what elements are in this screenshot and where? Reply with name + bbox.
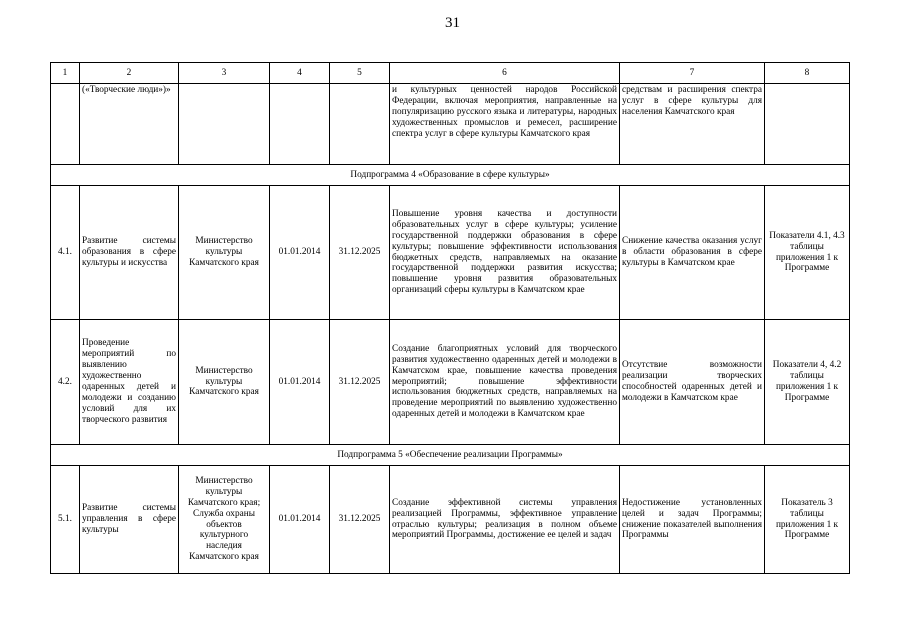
cell-num: 5.1. <box>51 466 80 574</box>
cell-num: 4.1. <box>51 186 80 320</box>
page-number: 31 <box>445 15 460 31</box>
cell-executor <box>179 84 270 165</box>
cell-num: 4.2. <box>51 320 80 445</box>
cell-start <box>270 84 330 165</box>
cell-start: 01.01.2014 <box>270 466 330 574</box>
cell-consequence: Недостижение установленных целей и задач Программы; снижение показателей выполнения Программы <box>620 466 765 574</box>
cell-num <box>51 84 80 165</box>
cell-end: 31.12.2025 <box>330 186 390 320</box>
program-activities-table <box>50 62 850 574</box>
subprogram-4-title: Подпрограмма 4 «Образование в сфере культуры» <box>51 165 850 186</box>
cell-indicators <box>765 84 850 165</box>
cell-consequence: Отсутствие возможности реализации творческих способностей одаренных детей и молодежи в Камчатском крае <box>620 320 765 445</box>
cell-name: Развитие системы управления в сфере культуры <box>80 466 179 574</box>
cell-start: 01.01.2014 <box>270 320 330 445</box>
cell-consequence: средствам и расширения спектра услуг в сфере культуры для населения Камчатского края <box>620 84 765 165</box>
subprogram-5-title: Подпрограмма 5 «Обеспечение реализации Программы» <box>51 445 850 466</box>
cell-result: Создание эффективной системы управления реализацией Программы, эффективное управление отраслью культуры; реализация в полном объеме мероприятий Программы, достижение ее целей и задач <box>390 466 620 574</box>
table-row-continuation <box>51 84 850 165</box>
cell-executor: Министерство культуры Камчатского края <box>179 186 270 320</box>
column-header: 5 <box>330 63 390 84</box>
cell-name: Проведение мероприятий по выявлению художественно одаренных детей и молодежи и созданию условий для их творческого развития <box>80 320 179 445</box>
table-row <box>51 186 850 320</box>
cell-indicators: Показатели 4, 4.2 таблицы приложения 1 к Программе <box>765 320 850 445</box>
cell-consequence: Снижение качества оказания услуг в области образования в сфере культуры в Камчатском крае <box>620 186 765 320</box>
cell-end <box>330 84 390 165</box>
cell-result: Создание благоприятных условий для творческого развития художественно одаренных детей и молодежи в Камчатском крае, повышение качества проведения мероприятий; повышение эффективности использования бюджетных средств, направляемых на проведение мероприятий по выявлению художественно одаренных детей и молодежи в Камчатском крае <box>390 320 620 445</box>
cell-end: 31.12.2025 <box>330 320 390 445</box>
cell-executor: Министерство культуры Камчатского края <box>179 320 270 445</box>
column-header: 4 <box>270 63 330 84</box>
cell-indicators: Показатели 4.1, 4.3 таблицы приложения 1 к Программе <box>765 186 850 320</box>
cell-indicators: Показатель 3 таблицы приложения 1 к Программе <box>765 466 850 574</box>
column-header: 7 <box>620 63 765 84</box>
cell-start: 01.01.2014 <box>270 186 330 320</box>
column-header: 8 <box>765 63 850 84</box>
subprogram-4-row <box>51 165 850 186</box>
table-row <box>51 320 850 445</box>
column-header: 6 <box>390 63 620 84</box>
table-header-row <box>51 63 850 84</box>
column-header: 2 <box>80 63 179 84</box>
cell-name: Развитие системы образования в сфере культуры и искусства <box>80 186 179 320</box>
cell-end: 31.12.2025 <box>330 466 390 574</box>
cell-name: («Творческие люди»)» <box>80 84 179 165</box>
cell-result: Повышение уровня качества и доступности образовательных услуг в сфере культуры; усиление государственной поддержки образования в сфере культуры; повышение эффективности использования бюджетных средств, направляемых на оказание государственной поддержки развития искусства; повышение уровня развития образовательных организаций сферы культуры в Камчатском крае <box>390 186 620 320</box>
table-row <box>51 466 850 574</box>
column-header: 1 <box>51 63 80 84</box>
subprogram-5-row <box>51 445 850 466</box>
cell-executor: Министерство культуры Камчатского края; Служба охраны объектов культурного наследия Камчатского края <box>179 466 270 574</box>
column-header: 3 <box>179 63 270 84</box>
cell-result: и культурных ценностей народов Российской Федерации, включая мероприятия, направленные на популяризацию русского языка и литературы, народных художественных промыслов и ремесел, расширение спектра услуг в сфере культуры Камчатского края <box>390 84 620 165</box>
